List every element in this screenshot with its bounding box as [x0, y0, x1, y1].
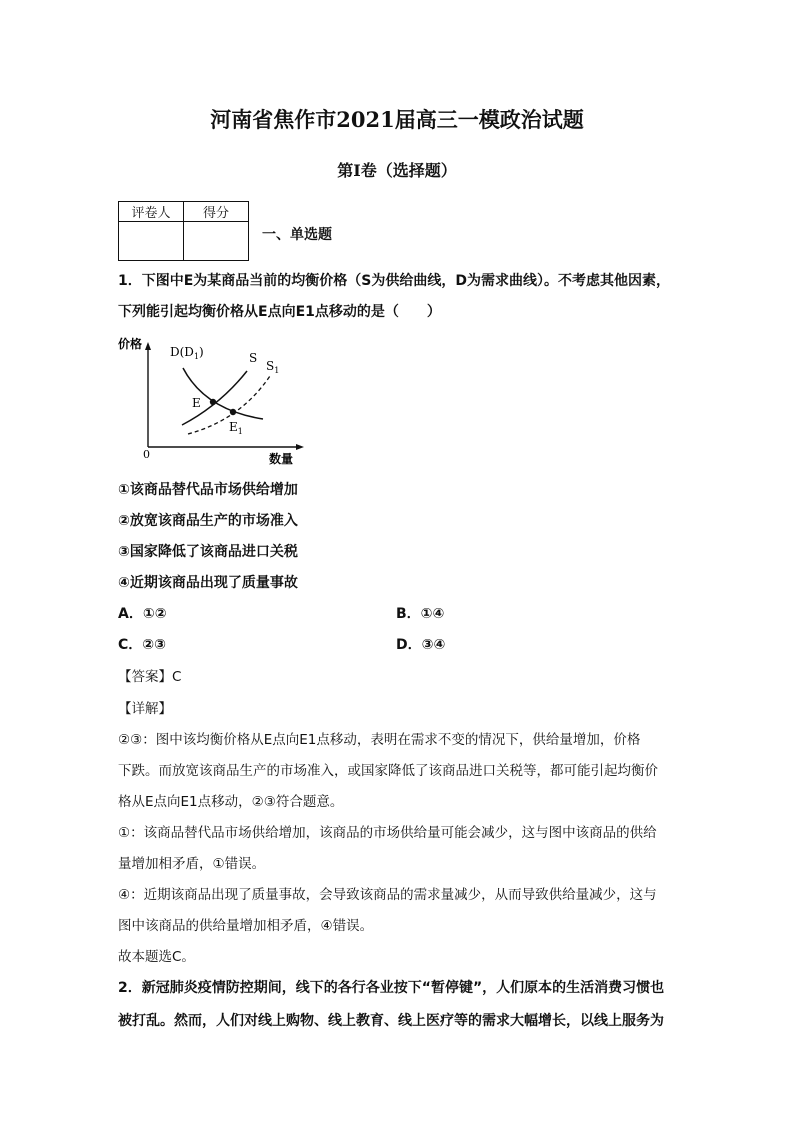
- score-table-reviewer-cell: [119, 222, 184, 261]
- x-axis-label: 数量: [269, 452, 294, 466]
- supply-1-label-sub: 1: [274, 366, 280, 375]
- question-1-line-1: 1．下图中E为某商品当前的均衡价格（S为供给曲线，D为需求曲线）。不考虑其他因素，: [118, 273, 671, 289]
- y-axis-arrow: [145, 342, 151, 350]
- option-d: D．③④: [396, 637, 446, 653]
- score-table-score-header: 得分: [184, 202, 249, 222]
- question-1-line-2: 下列能引起均衡价格从E点向E1点移动的是（ ）: [118, 304, 441, 320]
- page-title: 河南省焦作市2021届高三一模政治试题: [210, 107, 584, 132]
- supply-demand-graph: [112, 330, 312, 470]
- point-e: [210, 399, 216, 405]
- supply-1-label: S: [266, 359, 275, 373]
- detail-line: ①：该商品替代品市场供给增加，该商品的市场供给量可能会减少，这与图中该商品的供给: [118, 825, 657, 841]
- detail-line: 图中该商品的供给量增加相矛盾，④错误。: [118, 918, 374, 934]
- y-axis-label: 价格: [118, 337, 143, 351]
- detail-line: 量增加相矛盾，①错误。: [118, 856, 266, 872]
- statement-4: ④近期该商品出现了质量事故: [118, 575, 298, 591]
- demand-label: D(D: [170, 345, 194, 359]
- option-a: A．①②: [118, 606, 167, 622]
- point-e1: [230, 409, 236, 415]
- section-heading: 一、单选题: [262, 227, 332, 243]
- equilibrium-e-label: E: [192, 396, 201, 410]
- origin-label: 0: [143, 448, 150, 461]
- score-table-reviewer-header: 评卷人: [119, 202, 184, 222]
- option-b: B．①④: [396, 606, 445, 622]
- x-axis-arrow: [296, 444, 304, 450]
- statement-2: ②放宽该商品生产的市场准入: [118, 513, 298, 529]
- detail-line: 故本题选C。: [118, 949, 195, 965]
- answer: 【答案】C: [118, 669, 182, 685]
- score-table: [118, 201, 249, 261]
- demand-label-close: ): [199, 345, 204, 359]
- svg-text:S1: [266, 359, 279, 375]
- detail-line: 下跌。而放宽该商品生产的市场准入，或国家降低了该商品进口关税等，都可能引起均衡价: [118, 763, 658, 779]
- question-2-line-1: 2．新冠肺炎疫情防控期间，线下的各行各业按下“暂停键”，人们原本的生活消费习惯也: [118, 980, 665, 996]
- detail-line: 格从E点向E1点移动，②③符合题意。: [118, 794, 344, 810]
- detail-line: ④：近期该商品出现了质量事故，会导致该商品的需求量减少，从而导致供给量减少，这与: [118, 887, 657, 903]
- equilibrium-e1-label-sub: 1: [237, 427, 243, 436]
- equilibrium-e1-label: E: [229, 420, 238, 434]
- detail-heading: 【详解】: [118, 701, 172, 717]
- detail-line: ②③：图中该均衡价格从E点向E1点移动，表明在需求不变的情况下，供给量增加，价格: [118, 732, 641, 748]
- score-table-score-cell: [184, 222, 249, 261]
- svg-text:D(D1): [170, 345, 204, 361]
- svg-text:E1: [229, 420, 243, 436]
- question-2-line-2: 被打乱。然而，人们对线上购物、线上教育、线上医疗等的需求大幅增长，以线上服务为: [118, 1013, 664, 1029]
- option-c: C．②③: [118, 637, 166, 653]
- demand-label-sub: 1: [193, 352, 200, 361]
- section-subtitle: 第I卷（选择题）: [337, 161, 457, 180]
- demand-curve: [183, 368, 263, 419]
- supply-label: S: [249, 351, 258, 365]
- statement-1: ①该商品替代品市场供给增加: [118, 482, 298, 498]
- statement-3: ③国家降低了该商品进口关税: [118, 544, 298, 560]
